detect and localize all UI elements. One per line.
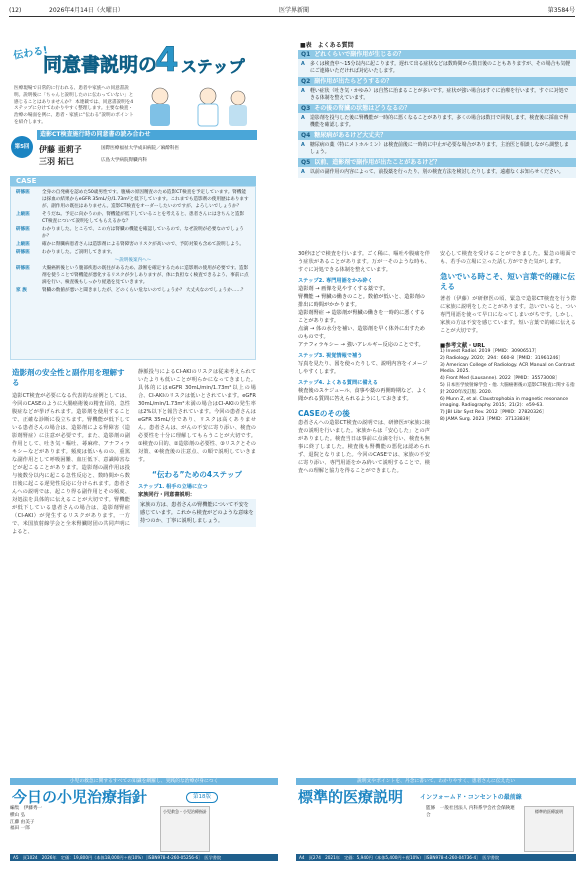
author-1-name: 伊藤 亜莉子	[39, 145, 82, 154]
dialogue-line: 研修医 全身の自発痛を認めた50歳男性です。腹痛の原因精査のため造影CT検査を予定しています。腎機能は採血の結果からeGFR 35mL/分/1.73m²と低下しています。これまでも造影剤の使用歴はありますが、副作用の既往はありません。造影CT検査をオーダーしたいのですが、よろしいでしょうか？	[16, 190, 249, 209]
dialogue-line: 上級医 そうだね。予定に向かうのか、腎機能が低下していることを考えると、患者さんにはきちんと造影CT検査について説明をしてもらえるかな？	[16, 211, 245, 224]
dialogue-line: 研修医 わかりました。ところで、この方は腎臓の機能を確認しているので、なぜ説明が必要なのでしょうか？	[16, 226, 244, 239]
author-2-name: 三羽 拓巳	[39, 157, 74, 166]
reference-item: 3) American College of Radiology. ACR Manual on Contrast Media. 2025.	[440, 362, 575, 375]
reference-item: 8) JAMA Surg. 2023［PMID：37133839］	[440, 416, 534, 422]
term-item: 点滴 → 体の水分を補い、造影剤を早く体外に出すためのものです。	[298, 326, 425, 340]
author-2-affiliation: 広島大学病院腎臓内科	[101, 158, 147, 163]
title-steps: ステップ	[181, 57, 245, 76]
title-tsutawaru: 伝わる!	[12, 45, 49, 62]
dialogue-line: 研修医 わかりました。ご説明してきます。	[16, 249, 116, 255]
author-1-affiliation: 国際医療福祉大学成田病院／麻酔科医	[101, 146, 180, 151]
article-title	[9, 20, 249, 84]
reference-item: 1) Invest Radiol. 2019［PMID：30906517］	[440, 349, 540, 354]
column-c-body: 30秒ほどで検査を行います。ごく稀に、嘔吐や腹痛を伴う症状があることがあります。万が一そのような時も、すぐに対処できる体制を整えています。	[298, 251, 430, 273]
ad-left-box	[10, 806, 278, 854]
dialogue-line: 家 族 腎臓の数値が悪いと聞きましたが、どのくらい危ないのでしょうか？ 大丈夫なのでしょうか……？	[16, 288, 246, 294]
reference-item: 5) 日本医学放射線学会・他. 大腸癌術後の造影CT検査に関する指針 2020年改訂版. 2020.	[440, 382, 575, 395]
page-header	[9, 6, 575, 17]
qa-table	[298, 50, 576, 178]
references-list	[440, 349, 576, 424]
qa-item: Q1 どれくらいで副作用が生じるの？ A 多くは検査中～15分以内に起こります。遅れて出る症状などは数時間から数日後のこともありますが、その場合も気軽にご連絡いただければ対応いたします。	[298, 50, 576, 77]
qa-item: Q2 副作用が出たらどうするの？ A 軽い症状（吐き気・かゆみ）は自然に治まることが多いです。症状が強い場合はすぐに治療を行います。すぐに対処できる体制を整えています。	[298, 77, 576, 104]
column-d-heading: 急いでいる時こそ、短い言葉で的確に伝える	[440, 272, 575, 291]
title-number: 4	[155, 40, 179, 80]
dialogue-line: 上級医 確かに腎臓病患者さんは造影剤による腎障害のリスクが高いので、予防対策も含めて説明しよう。	[16, 241, 244, 247]
column-d	[440, 250, 576, 424]
ad-left-title: 今日の小児治療指針	[12, 788, 148, 806]
illustration	[138, 82, 256, 128]
ad-right-subtitle: インフォームド・コンセントの最前線	[420, 794, 522, 801]
column-b-body: 静脈投与によるCI-AKIのリスクは従来考えられていたよりも低いことが明らかになってきました。具体的にはeGFR 30mL/min/1.73m²以上の場合、CI-AKIのリスクは低いとされています。eGFR 30mL/min/1.73m²未満の場合はCI-AKIの発生率は2%以下と報告されています。今回の患者さんはeGFR 35mL/分であり、リスクは高くありません。患者さんは、がんの不安に寄り添い、検査の必要性を十分に理解してもらうことが大切です。①検査の目的、②造影剤の必要性、③リスクとその対策、④検査後の注意点、の順で説明していきます。	[138, 369, 256, 463]
column-d-body-2: 著者（伊藤）が研修医の頃、緊急で造影CT検査を行う際に家族に説明をしたことがあります。急いでいると、つい専門用語を使って早口になってしまいがちです。しかし、家族の方は不安を感じています。短い言葉で的確に伝えることが大切です。	[440, 296, 576, 334]
term-item: 造影剤 → 画像を見やすくする薬です。	[298, 286, 389, 292]
newspaper-name: 医学界新聞	[279, 7, 310, 14]
issue-date: 2026年4月14日（火曜日）	[49, 7, 124, 14]
reference-item: 4) Front Med (Lausanne). 2022［PMID：35573008］	[440, 376, 560, 382]
qa-item: Q3 その後の腎臓の状態はどうなるの？ A 造影剤を投与した後に腎機能が一時的に悪くなることがあります。多くの場合は数日で回復します。検査後に採血で腎機能を確認します。	[298, 104, 576, 131]
qa-table-title: ■表 よくある質問	[300, 42, 354, 49]
references-heading: ■参考文献・URL	[440, 343, 485, 349]
dialogue-line: 研修医 大腸癌術後という腹部疾患の既往があるため、診断を確定するために造影剤の使用が必要です。造影剤を使うことで腎機能が悪化するリスクが少しありますが、体に負担なく検査できるよう、事前に点滴を行い、検査後もしっかり経過を見ていきます。	[16, 266, 249, 285]
ad-right-box	[296, 806, 576, 854]
qa-item: Q5 以前、造影剤で副作用が出たことがあるけど？ A 以前の副作用の内容によって、前投薬を行ったり、別の検査方法を検討したりします。遠慮なくお知らせください。	[298, 158, 576, 178]
column-c	[298, 250, 430, 475]
qa-item: Q4 糖尿病があるけど大丈夫？ A 糖尿病の薬（特にメトホルミン）は検査前後に一時的に中止が必要な場合があります。主治医と相談しながら調整しましょう。	[298, 131, 576, 158]
ad-right-editors: 監修 一般社団法人 内科系学会社会保険連合	[426, 806, 515, 818]
ad-right-book-cover[interactable]: 標準的医療説明	[524, 806, 574, 852]
case-aftermath-body: 患者さんへの造影CT検査の説明では、研修医が家族に検査の説明を行いました。家族からは「安心した」との声がありました。検査当日は事前に点滴を行い、検査も無事に終了しました。検査後も腎機能の悪化は認められず、退院となりました。今回のCASEでは、家族の不安に寄り添い、専門用語をかみ砕いて説明することで、検査への理解と協力を得ることができました。	[298, 420, 430, 474]
series-block	[11, 130, 257, 170]
article-lead: 医療現場で日常的に行われる、患者や家族への同意書説明。説明後に「ちゃんと説明したのに伝わっていない」と感じることはありませんか？ 本連載では、同意書説明を4ステップに分けてわかりやすく整理します。主要な検査・治療の場面を例に、患者・家族に“伝わる”説明のポイントを紹介します。	[14, 86, 134, 125]
section-heading: 造影剤の安全性と副作用を理解する	[12, 368, 125, 387]
scene-divider: ～説明後案内へ～	[114, 258, 152, 264]
step-1: ステップ1. 相手の立場に立つ 家族同行・同意書説明： 家族の方は、患者さんの腎機能について不安を感じています。これから検査がどのような意味を持つのか、丁寧に説明しましょう。	[138, 483, 256, 527]
issue-number: 第3584号	[547, 7, 575, 14]
term-item: 造影剤腎症 → 造影剤が腎臓の働きを一時的に悪くすることがあります。	[298, 310, 425, 324]
ad-right-banner: 説明文やポイントを、丹念に書いて、わかりやすく、患者さんに伝えたい	[296, 778, 576, 785]
ad-left-footer: A5 頁1024 2026年 定価：19,800円（本体18,000円＋税10%）［ISBN978-4-260-05256-6］ 医学書院	[10, 854, 278, 861]
term-item: 腎機能 → 腎臓の働きのこと。数値が低いと、造影剤の排出に時間がかかります。	[298, 294, 425, 308]
series-number: 第5回	[11, 136, 33, 158]
ad-left-banner: 小児の救急に関するすべての知識を網羅し、実践的な治療が身につく	[10, 778, 278, 785]
ad-right-title: 標準的医療説明	[298, 788, 404, 806]
case-heading: CASE	[10, 176, 256, 186]
step-3: ステップ3. 視覚情報で補う 写真を見たり、図を使ったりして、説明内容をイメージしやすくします。	[298, 353, 428, 375]
column-a	[12, 368, 130, 536]
page-number: (12)	[9, 7, 22, 14]
reference-item: 6) Munn Z, et al. Claustrophobia in magnetic resonance imaging. Radiography. 2015；21(2)：e59-63.	[440, 396, 569, 409]
ad-left-editors: 編集 伊藤秀一 横山 弘 江藤 由美子 福田 一郎	[10, 806, 43, 832]
step-2: ステップ2. 専門用語をかみ砕く 造影剤 → 画像を見やすくする薬です。 腎機能 → 腎臓の働きのこと。数値が低いと、造影剤の排出に時間がかかります。 造影剤腎症 → 造影剤が腎臓の働きを一時的に悪くすることがあります。 点滴 → 体の水分を補い、造影剤を早く体外に出すためのものです。 アナフィラキシー → 強いアレルギー反応のことです。	[298, 277, 430, 349]
series-topic: 造影CT検査施行時の同意書の読み合わせ	[37, 130, 257, 140]
column-d-body: 安心して検査を受けることができました。緊急の場面でも、若手の立場に立った話し方ができた気がします。	[440, 251, 576, 265]
ad-left-edition: 第18版	[186, 792, 218, 803]
case-aftermath-heading: CASEのその後	[298, 409, 350, 418]
ad-left-book-cover[interactable]: 小児救急・小児治療指針	[160, 806, 210, 852]
reference-item: 2) Radiology. 2020；294：660-8［PMID：31961246］	[440, 355, 563, 361]
column-a-body: 造影CT検査が必要になる代表的な症例としては、今回のCASEのように大腸癌術後の精査目的、急性腹症などが挙げられます。造影剤を使用することで、正確な診断に役立ちます。腎機能が低下している患者さんの場合は、造影剤による腎障害（造影剤腎症）に注意が必要です。また、造影剤の副作用として、吐き気・嘔吐、蕁麻疹、アナフィラキシーなどがあります。頻度は低いものの、重篤な副作用として呼吸困難、血圧低下、意識障害などが起こることがあります。造影剤の副作用は投与後数分以内に起こる急性反応と、数時間から数日後に起こる遅発性反応に分けられます。患者さんへの説明では、起こり得る副作用とその頻度、対処法を具体的に伝えることが大切です。腎機能が低下している患者さんの場合は、造影剤腎症（CI-AKI）が発生するリスクがあります。一方で、米国放射線学会と全米腎臓財団の共同声明によると、	[12, 393, 130, 535]
term-item: アナフィラキシー → 強いアレルギー反応のことです。	[298, 342, 424, 348]
four-steps-heading: “伝わる”ための4ステップ	[152, 470, 242, 479]
case-dialogue	[10, 186, 256, 360]
reference-item: 7) JBI Libr Syst Rev. 2012［PMID：27820326］	[440, 410, 547, 416]
ad-right-footer: A4 頁274 2021年 定価：5,940円（本体5,400円＋税10%）［ISBN978-4-260-04736-4］ 医学書院	[296, 854, 576, 861]
step-4: ステップ4. よくある質問に備える 検査後のスケジュール、食事や薬の再開時期など、よく聞かれる質問に答えられるようにしておきます。	[298, 380, 427, 402]
column-b	[138, 368, 256, 527]
title-main: 同意書説明の	[43, 54, 158, 76]
